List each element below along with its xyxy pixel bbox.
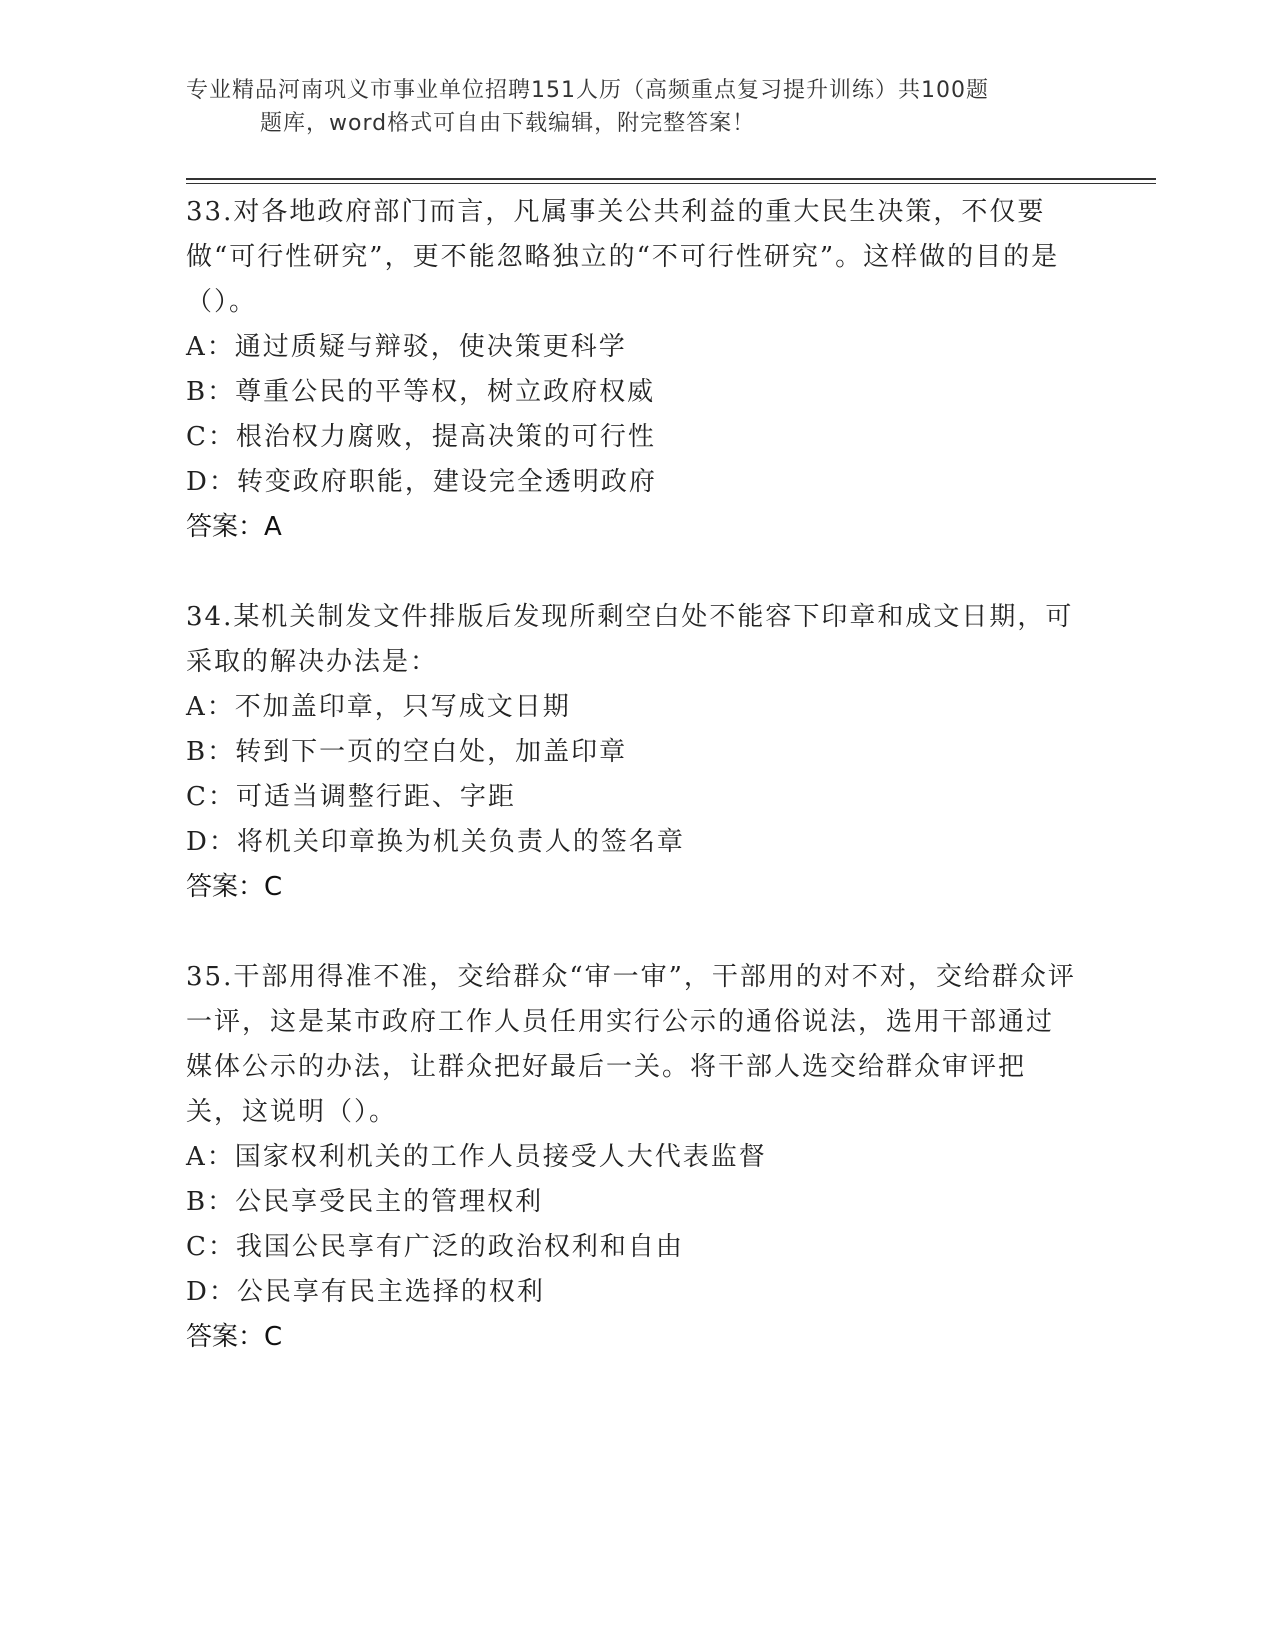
option-b: B：公民享受民主的管理权利 [186,1187,544,1217]
option-a: A：通过质疑与辩驳，使决策更科学 [186,332,627,362]
header-title-line-2: 题库，word格式可自由下载编辑，附完整答案！ [260,111,756,136]
option-c: C：我国公民享有广泛的政治权利和自由 [186,1232,684,1262]
header-divider-thick [186,178,1156,180]
question-stem: 34.某机关制发文件排版后发现所剩空白处不能容下印章和成文日期，可采取的解决办法是： [186,602,1074,677]
question-35 [186,955,1086,1360]
header-title-line-1: 专业精品河南巩义市事业单位招聘151人历（高频重点复习提升训练）共100题 [186,78,989,103]
question-stem: 33.对各地政府部门而言，凡属事关公共利益的重大民生决策，不仅要做“可行性研究”，更不能忽略独立的“不可行性研究”。这样做的目的是（）。 [186,197,1060,317]
option-c: C：根治权力腐败，提高决策的可行性 [186,422,656,452]
document-header [186,74,1086,140]
option-d: D：将机关印章换为机关负责人的签名章 [186,827,685,857]
option-a: A：国家权利机关的工作人员接受人大代表监督 [186,1142,767,1172]
question-34 [186,595,1086,910]
question-33 [186,190,1086,550]
answer-line: 答案：A [186,512,282,542]
question-stem: 35.干部用得准不准，交给群众“审一审”，干部用的对不对，交给群众评一评，这是某市政府工作人员任用实行公示的通俗说法，选用干部通过媒体公示的办法，让群众把好最后一关。将干部人选交给群众审评把关，这说明（）。 [186,962,1076,1127]
question-list [186,190,1086,1405]
option-b: B：尊重公民的平等权，树立政府权威 [186,377,656,407]
option-b: B：转到下一页的空白处，加盖印章 [186,737,628,767]
option-a: A：不加盖印章，只写成文日期 [186,692,571,722]
answer-line: 答案：C [186,872,283,902]
option-d: D：转变政府职能，建设完全透明政府 [186,467,657,497]
option-c: C：可适当调整行距、字距 [186,782,516,812]
header-divider-thin [186,183,1156,184]
option-d: D：公民享有民主选择的权利 [186,1277,545,1307]
answer-line: 答案：C [186,1322,283,1352]
